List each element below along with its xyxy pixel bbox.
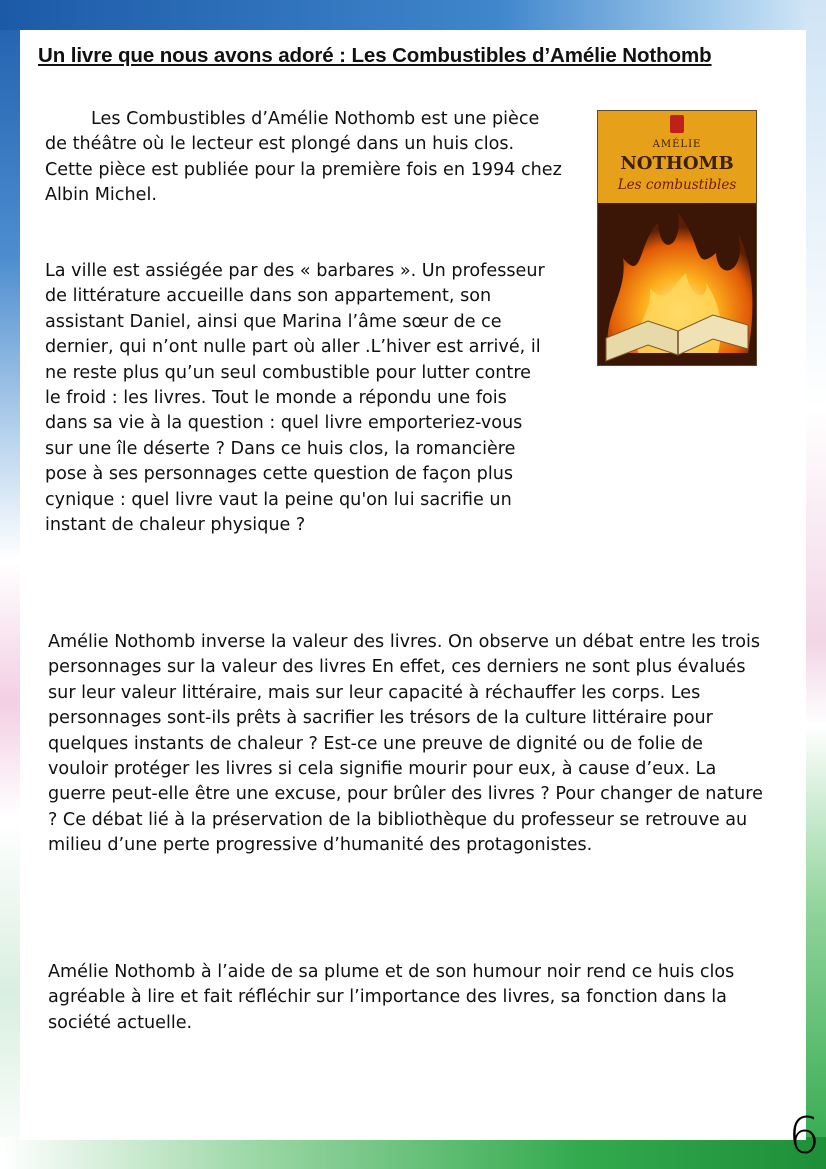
cover-author-first: AMÉLIE: [652, 139, 702, 150]
page-number: 6: [788, 1107, 820, 1165]
cover-author-last: NOTHOMB: [620, 153, 734, 174]
page-title: Un livre que nous avons adoré : Les Combustibles d’Amélie Nothomb: [38, 44, 712, 67]
bottom-decorative-band: [0, 1137, 826, 1169]
burning-books-illustration: [598, 203, 756, 365]
book-cover-image: [597, 110, 757, 366]
page-sheet: [20, 30, 806, 1140]
top-decorative-band: [0, 0, 826, 30]
paragraph-analysis: Amélie Nothomb inverse la valeur des livres. On observe un débat entre les trois personnages sur la valeur des livres En effet, ces derniers ne sont plus évalués sur leur valeur littéraire, mais sur leur capacité à réchauffer les corps. Les personnages sont-ils prêts à sacrifier les trésors de la culture littéraire pour quelques instants de chaleur ? Est-ce une preuve de dignité ou de folie de vouloir protéger les livres si cela signifie mourir pour eux, à cause d’eux. La guerre peut-elle être une excuse, pour brûler des livres ? Pour changer de nature ? Ce débat lié à la préservation de la bibliothèque du professeur se retrouve au milieu d’une perte progressive d’humanité des protagonistes.: [48, 632, 763, 856]
paragraph-intro: Les Combustibles d’Amélie Nothomb est une pièce de théâtre où le lecteur est plongé dans un huis clos. Cette pièce est publiée pour la première fois en 1994 chez Albin Michel.: [45, 109, 562, 206]
publisher-logo-icon: [670, 115, 684, 133]
right-decorative-band: [804, 0, 826, 1169]
paragraph-conclusion: Amélie Nothomb à l’aide de sa plume et de son humour noir rend ce huis clos agréable à lire et fait réfléchir sur l’importance des livres, sa fonction dans la société actuelle.: [48, 962, 735, 1033]
paragraph-plot: La ville est assiégée par des « barbares ». Un professeur de littérature accueille dans son appartement, son assistant Daniel, ainsi que Marina l’âme sœur de ce dernier, qui n’ont nulle part où aller .L’hiver est arrivé, il ne reste plus qu’un seul combustible pour lutter contre le froid : les livres. Tout le monde a répondu une fois dans sa vie à la question : quel livre emporteriez-vous sur une île déserte ? Dans ce huis clos, la romancière pose à ses personnages cette question de façon plus cynique : quel livre vaut la peine qu'on lui sacrifie un instant de chaleur physique ?: [45, 261, 545, 536]
cover-book-title: Les combustibles: [617, 177, 737, 193]
